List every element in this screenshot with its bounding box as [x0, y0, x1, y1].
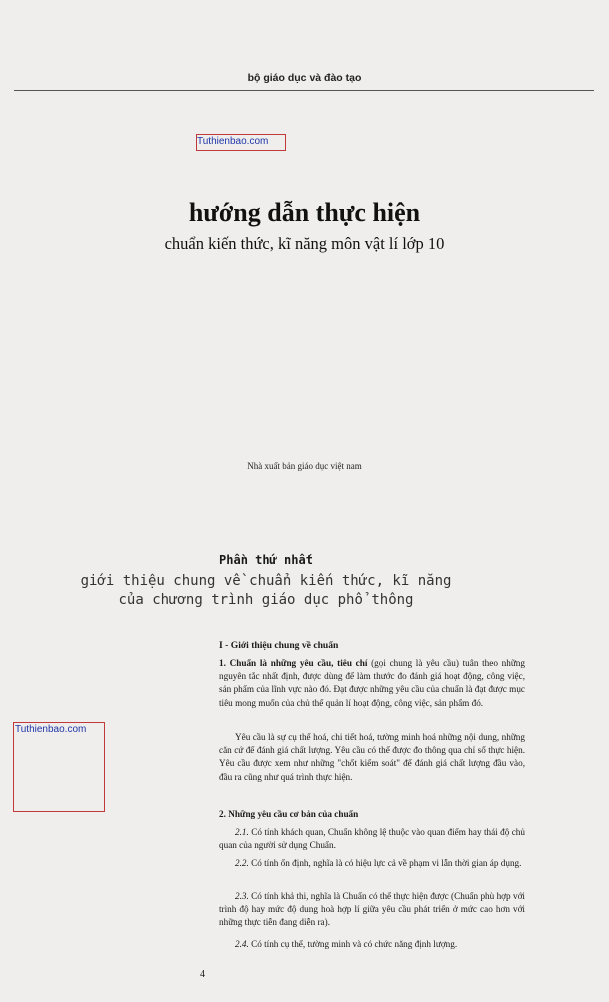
paragraph-text: Có tính khả thi, nghĩa là Chuẩn có thể thực hiện được (Chuẩn phù hợp với trình độ hay mức độ dung hoà hợp lí giữa yêu cầu phát triển ở mức cao hơn với những thực tiễn đang diễn ra). — [219, 891, 525, 928]
paragraph — [219, 938, 525, 951]
part-title: Phần thứ nhất — [219, 553, 313, 567]
item-number: 2.1. — [235, 827, 249, 837]
watermark-text: Tuthienbao.com — [197, 136, 269, 147]
part-subtitle-line1: giới thiệu chung về chuẩn kiến thức, kĩ năng — [80, 573, 452, 589]
paragraph — [219, 890, 525, 930]
paragraph-text: (gọi chung là yêu cầu) tuân theo những nguyên tắc nhất định, được dùng để làm thước đo đánh giá hoạt động, công việc, sản phẩm của lĩnh vực nào đó. Đạt được những yêu cầu của chuẩn là đạt được mục tiêu mong muốn của chủ thể quản lí hoạt động, công việc, sản phẩm đó. — [219, 658, 525, 708]
subsection-heading: 2. Những yêu cầu cơ bản của chuẩn — [219, 809, 359, 819]
paragraph-text: Có tính cụ thể, tường minh và có chức năng định lượng. — [248, 939, 458, 949]
section-heading: I - Giới thiệu chung về chuẩn — [219, 640, 339, 651]
header-rule — [14, 90, 594, 91]
paragraph-text: Có tính khách quan, Chuẩn không lệ thuộc vào quan điểm hay thái độ chủ quan của người sử dụng Chuẩn. — [219, 827, 525, 851]
item-number: 2.2. — [235, 858, 249, 868]
paragraph-text: Có tính ổn định, nghĩa là có hiệu lực cả về phạm vi lẫn thời gian áp dụng. — [248, 858, 522, 868]
part-subtitle-line2: của chương trình giáo dục phổ thông — [118, 592, 414, 608]
watermark-text: Tuthienbao.com — [15, 724, 87, 735]
paragraph: Yêu cầu là sự cụ thể hoá, chi tiết hoá, tường minh hoá những nội dung, những căn cứ để đánh giá chất lượng. Yêu cầu có thể được đo thông qua chỉ số thực hiện. Yêu cầu được xem như những "chốt kiểm soát" để đánh giá chất lượng đầu vào, đầu ra cũng như quá trình thực hiện. — [219, 732, 525, 782]
page-number: 4 — [200, 969, 205, 980]
item-number: 2.4. — [235, 939, 249, 949]
document-subtitle: chuẩn kiến thức, kĩ năng môn vật lí lớp 10 — [164, 234, 445, 253]
watermark-box — [13, 722, 105, 812]
paragraph — [219, 857, 525, 870]
publisher-name: Nhà xuất bản giáo dục việt nam — [247, 461, 362, 471]
paragraph — [219, 657, 525, 710]
document-title: hướng dẫn thực hiện — [188, 198, 421, 227]
item-number: 2.3. — [235, 891, 249, 901]
running-header: bộ giáo dục và đào tạo — [247, 72, 362, 84]
paragraph-lead: 1. Chuẩn là những yêu cầu, tiêu chí — [219, 658, 368, 668]
paragraph — [219, 826, 525, 852]
